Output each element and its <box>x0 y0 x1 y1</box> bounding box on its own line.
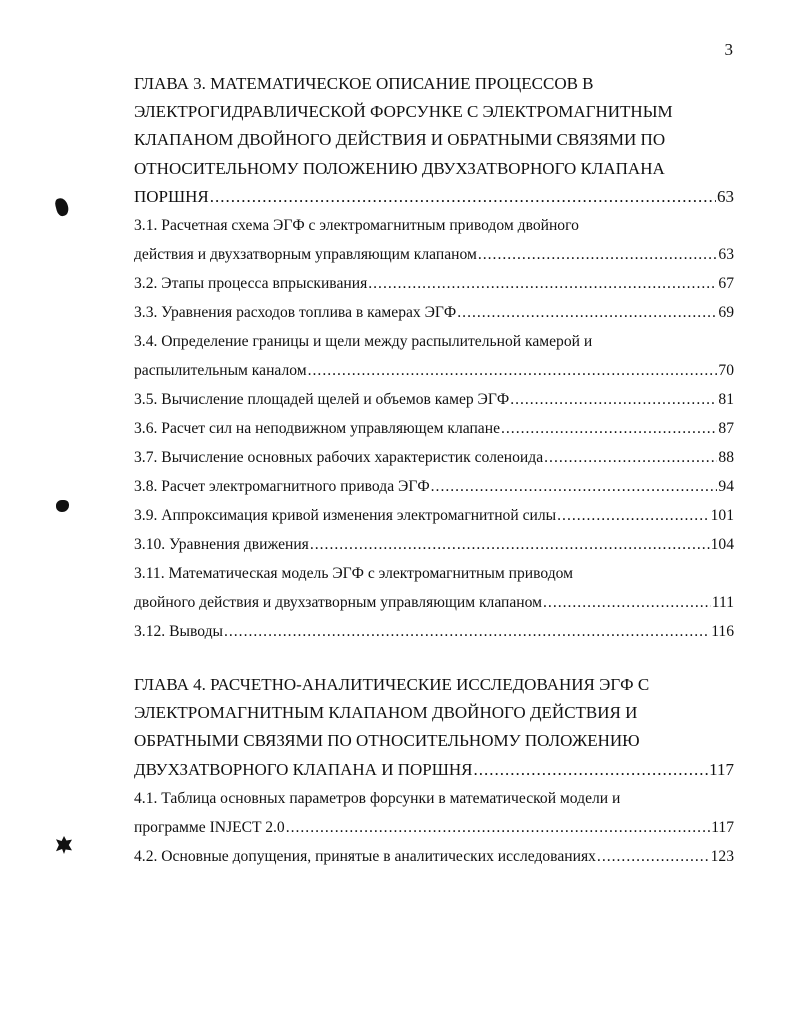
page-number: 3 <box>724 40 733 59</box>
dot-leader <box>597 842 710 871</box>
punch-hole-mark <box>56 836 72 854</box>
toc-entry-3-5 <box>134 385 734 414</box>
toc-entry-3-3 <box>134 298 734 327</box>
entry-leader-line <box>134 356 734 385</box>
entry-title: 3.10. Уравнения движения <box>134 536 309 554</box>
toc-entry-3-2 <box>134 269 734 298</box>
dot-leader <box>478 240 718 269</box>
entry-leader-line <box>134 588 734 617</box>
page-ref: 117 <box>709 759 734 779</box>
entry-leader-line <box>134 501 734 530</box>
entry-leader-line <box>134 414 734 443</box>
dot-leader <box>510 385 717 414</box>
table-of-contents <box>134 70 734 871</box>
toc-entry-3-7 <box>134 443 734 472</box>
page-ref: 111 <box>711 594 734 612</box>
page-ref: 123 <box>710 847 734 865</box>
dot-leader <box>457 298 717 327</box>
dot-leader <box>210 183 716 211</box>
entry-title: двойного действия и двухзатворным управляющим клапаном <box>134 594 543 612</box>
entry-title: распылительным каналом <box>134 362 307 380</box>
dot-leader <box>543 588 711 617</box>
dot-leader <box>557 501 709 530</box>
punch-hole-mark <box>56 500 69 512</box>
entry-leader-line <box>134 443 734 472</box>
chapter-title-line: ЭЛЕКТРОГИДРАВЛИЧЕСКОЙ ФОРСУНКЕ С ЭЛЕКТРОМАГНИТНЫМ <box>134 102 673 122</box>
page-ref: 104 <box>710 536 734 554</box>
toc-entry-3-6 <box>134 414 734 443</box>
toc-entry-3-9 <box>134 501 734 530</box>
chapter-title-line: ЭЛЕКТРОМАГНИТНЫМ КЛАПАНОМ ДВОЙНОГО ДЕЙСТВИЯ И <box>134 703 638 723</box>
entry-title-line: 3.11. Математическая модель ЭГФ с электромагнитным приводом <box>134 565 574 583</box>
page-ref: 63 <box>717 186 734 206</box>
page-ref: 101 <box>710 507 734 525</box>
dot-leader <box>286 813 710 842</box>
entry-title-line: 3.1. Расчетная схема ЭГФ с электромагнитным приводом двойного <box>134 217 579 235</box>
entry-title: действия и двухзатворным управляющим клапаном <box>134 246 477 264</box>
entry-title: 3.3. Уравнения расходов топлива в камерах ЭГФ <box>134 304 457 322</box>
entry-leader-line <box>134 530 734 559</box>
toc-entry-3-4 <box>134 327 734 385</box>
toc-entry-4-2 <box>134 842 734 871</box>
entry-title-line: 4.1. Таблица основных параметров форсунки в математической модели и <box>134 789 621 807</box>
page-ref: 70 <box>718 362 734 380</box>
entry-leader-line <box>134 269 734 298</box>
page-ref: 69 <box>718 304 734 322</box>
entry-title: 3.8. Расчет электромагнитного привода ЭГФ <box>134 478 430 496</box>
chapter-3-heading <box>134 70 734 211</box>
page-ref: 117 <box>711 818 734 836</box>
dot-leader <box>224 617 710 646</box>
page-ref: 81 <box>718 391 734 409</box>
dot-leader <box>431 472 718 501</box>
page-ref: 63 <box>718 246 734 264</box>
chapter-title-text: ДВУХЗАТВОРНОГО КЛАПАНА И ПОРШНЯ <box>134 759 473 779</box>
toc-entry-3-1 <box>134 211 734 269</box>
toc-entry-3-10 <box>134 530 734 559</box>
dot-leader <box>308 356 718 385</box>
dot-leader <box>474 756 709 784</box>
entry-title: 3.6. Расчет сил на неподвижном управляющем клапане <box>134 420 500 438</box>
toc-entry-4-1 <box>134 784 734 842</box>
chapter-4-heading <box>134 671 734 784</box>
entry-title: 3.5. Вычисление площадей щелей и объемов камер ЭГФ <box>134 391 510 409</box>
chapter-title-line: КЛАПАНОМ ДВОЙНОГО ДЕЙСТВИЯ И ОБРАТНЫМИ СВЯЗЯМИ ПО <box>134 130 666 150</box>
toc-entry-3-12 <box>134 617 734 646</box>
entry-leader-line <box>134 298 734 327</box>
entry-leader-line <box>134 617 734 646</box>
page-ref: 87 <box>718 420 734 438</box>
entry-title: программе INJECT 2.0 <box>134 818 285 836</box>
chapter-title-last-line <box>134 183 734 211</box>
section-gap <box>134 646 734 671</box>
dot-leader <box>310 530 710 559</box>
page-ref: 116 <box>711 623 734 641</box>
chapter-title-line: ОТНОСИТЕЛЬНОМУ ПОЛОЖЕНИЮ ДВУХЗАТВОРНОГО КЛАПАНА <box>134 158 665 178</box>
punch-hole-mark <box>54 197 70 217</box>
entry-title: 4.2. Основные допущения, принятые в аналитических исследованиях <box>134 847 596 865</box>
chapter-title-last-line <box>134 756 734 784</box>
entry-title: 3.12. Выводы <box>134 623 223 641</box>
entry-leader-line <box>134 813 734 842</box>
chapter-title-line: ГЛАВА 4. РАСЧЕТНО-АНАЛИТИЧЕСКИЕ ИССЛЕДОВАНИЯ ЭГФ С <box>134 675 650 695</box>
entry-leader-line <box>134 472 734 501</box>
entry-title-line: 3.4. Определение границы и щели между распылительной камерой и <box>134 333 593 351</box>
entry-leader-line <box>134 385 734 414</box>
dot-leader <box>501 414 717 443</box>
entry-title: 3.9. Аппроксимация кривой изменения электромагнитной силы <box>134 507 557 525</box>
chapter-title-line: ОБРАТНЫМИ СВЯЗЯМИ ПО ОТНОСИТЕЛЬНОМУ ПОЛОЖЕНИЮ <box>134 731 640 751</box>
toc-entry-3-11 <box>134 559 734 617</box>
entry-title: 3.2. Этапы процесса впрыскивания <box>134 275 368 293</box>
page-ref: 67 <box>718 275 734 293</box>
page-ref: 88 <box>718 449 734 467</box>
dot-leader <box>368 269 717 298</box>
page-ref: 94 <box>718 478 734 496</box>
dot-leader <box>544 443 717 472</box>
entry-leader-line <box>134 240 734 269</box>
chapter-title-line: ГЛАВА 3. МАТЕМАТИЧЕСКОЕ ОПИСАНИЕ ПРОЦЕССОВ В <box>134 74 594 93</box>
chapter-title-text: ПОРШНЯ <box>134 186 209 206</box>
entry-leader-line <box>134 842 734 871</box>
entry-title: 3.7. Вычисление основных рабочих характеристик соленоида <box>134 449 544 467</box>
toc-entry-3-8 <box>134 472 734 501</box>
